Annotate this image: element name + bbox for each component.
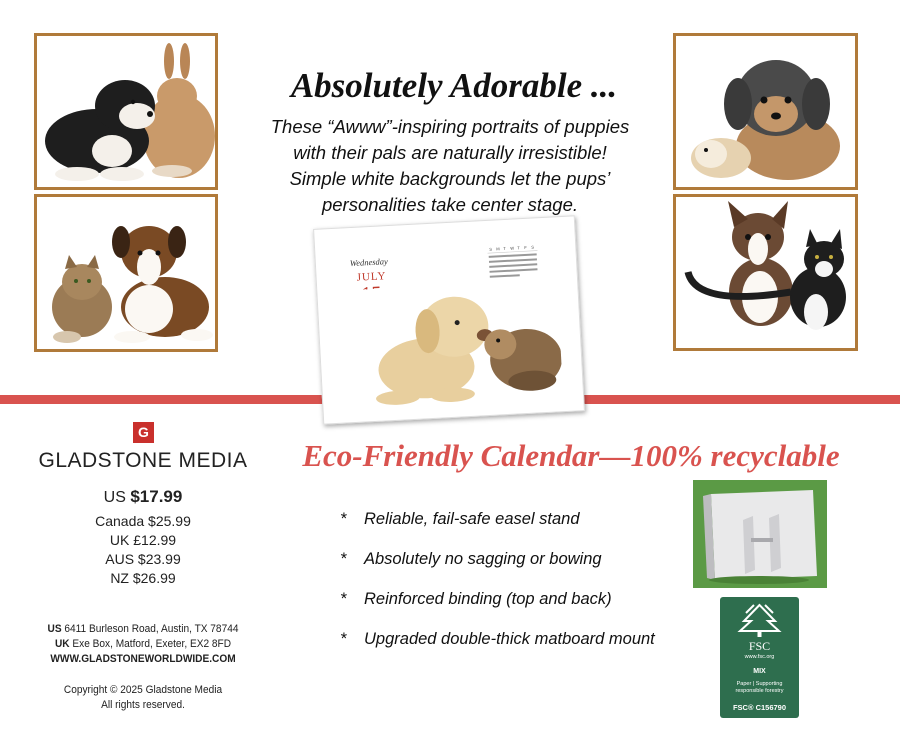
intro-line: These “Awww”-inspiring portraits of puppies bbox=[270, 116, 630, 137]
price-us-label: US bbox=[103, 489, 126, 506]
kitten-puppy-illustration bbox=[37, 197, 215, 349]
price-us bbox=[30, 487, 256, 507]
puppy-guinea-pig-illustration bbox=[676, 36, 855, 187]
calendar-puppy-guinea-pig-photo bbox=[337, 279, 563, 408]
feature-text: Reinforced binding (top and back) bbox=[364, 590, 612, 608]
intro-line: Simple white backgrounds let the pups’ bbox=[289, 168, 611, 189]
calendar-weekday: Wednesday bbox=[349, 256, 389, 269]
gladstone-logo-icon: G bbox=[133, 422, 154, 443]
fsc-website: www.fsc.org bbox=[744, 654, 775, 660]
bullet-icon: * bbox=[340, 590, 347, 608]
terrier-kitten-illustration bbox=[676, 197, 855, 348]
bullet-icon: * bbox=[340, 550, 347, 568]
photo-kitten-and-puppy bbox=[34, 194, 218, 352]
feature-list bbox=[340, 510, 655, 670]
calendar-day-header: T bbox=[517, 245, 520, 251]
calendar-day-header: W bbox=[510, 245, 515, 251]
copyright bbox=[39, 683, 247, 713]
calendar-month: JULY bbox=[356, 270, 387, 284]
price-nz: NZ $26.99 bbox=[110, 570, 176, 586]
intro-paragraph bbox=[226, 114, 674, 218]
price-canada: Canada $25.99 bbox=[95, 513, 191, 529]
brand-name: GLADSTONE MEDIA bbox=[38, 449, 248, 472]
feature-text: Reliable, fail-safe easel stand bbox=[364, 510, 580, 528]
calendar-day-header: T bbox=[503, 245, 506, 252]
feature-item bbox=[340, 510, 655, 550]
website-text: WWW.GLADSTONEWORLDWIDE.COM bbox=[50, 653, 236, 665]
photo-puppy-and-rabbit bbox=[34, 33, 218, 190]
feature-item bbox=[340, 590, 655, 630]
address-uk-text: Exe Box, Matford, Exeter, EX2 8FD bbox=[72, 638, 232, 650]
intro-line: with their pals are naturally irresistible! bbox=[293, 142, 607, 163]
address-uk bbox=[39, 637, 247, 652]
calendar-day-header: S bbox=[489, 246, 493, 252]
puppy-rabbit-illustration bbox=[37, 36, 215, 187]
copyright-line: Copyright © 2025 Gladstone Media bbox=[63, 684, 223, 696]
price-list bbox=[30, 487, 256, 588]
address-uk-label: UK bbox=[54, 638, 70, 650]
address-us-label: US bbox=[47, 623, 62, 635]
calendar-day-header: F bbox=[524, 244, 527, 250]
fsc-mix: MIX bbox=[753, 668, 766, 675]
fsc-name: FSC bbox=[748, 639, 771, 653]
headline: Absolutely Adorable ... bbox=[290, 66, 618, 105]
address-us bbox=[39, 622, 247, 637]
calendar-day-header: S bbox=[531, 244, 535, 250]
eco-friendly-heading: Eco-Friendly Calendar—100% recyclable bbox=[302, 438, 840, 473]
fsc-license-code: FSC® C156790 bbox=[732, 703, 787, 712]
price-aus: AUS $23.99 bbox=[105, 551, 181, 567]
fsc-paper-note: Paper | Supporting responsible forestry bbox=[735, 681, 784, 694]
easel-stand-photo bbox=[693, 480, 827, 588]
intro-line: personalities take center stage. bbox=[321, 194, 579, 215]
calendar-day-header: M bbox=[496, 246, 500, 252]
feature-text: Absolutely no sagging or bowing bbox=[364, 550, 602, 568]
calendar-sample bbox=[313, 215, 585, 424]
bullet-icon: * bbox=[340, 630, 347, 648]
address-us-text: 6411 Burleson Road, Austin, TX 78744 bbox=[64, 623, 239, 635]
feature-item bbox=[340, 550, 655, 590]
publisher-address bbox=[39, 622, 247, 667]
photo-boston-terrier-and-kitten bbox=[673, 194, 858, 351]
feature-item bbox=[340, 630, 655, 670]
photo-puppy-and-guinea-pig bbox=[673, 33, 858, 190]
feature-text: Upgraded double-thick matboard mount bbox=[364, 630, 655, 648]
fsc-tree-icon bbox=[720, 599, 799, 639]
calendar-mini-month-grid bbox=[487, 242, 539, 281]
fsc-badge bbox=[720, 597, 799, 718]
price-uk: UK £12.99 bbox=[109, 532, 177, 548]
rights-line: All rights reserved. bbox=[101, 699, 185, 711]
price-us-value: $17.99 bbox=[130, 487, 183, 506]
website-link[interactable] bbox=[39, 652, 247, 667]
bullet-icon: * bbox=[340, 510, 347, 528]
easel-stand-illustration bbox=[693, 480, 827, 588]
mini-grid-rows bbox=[489, 253, 538, 277]
